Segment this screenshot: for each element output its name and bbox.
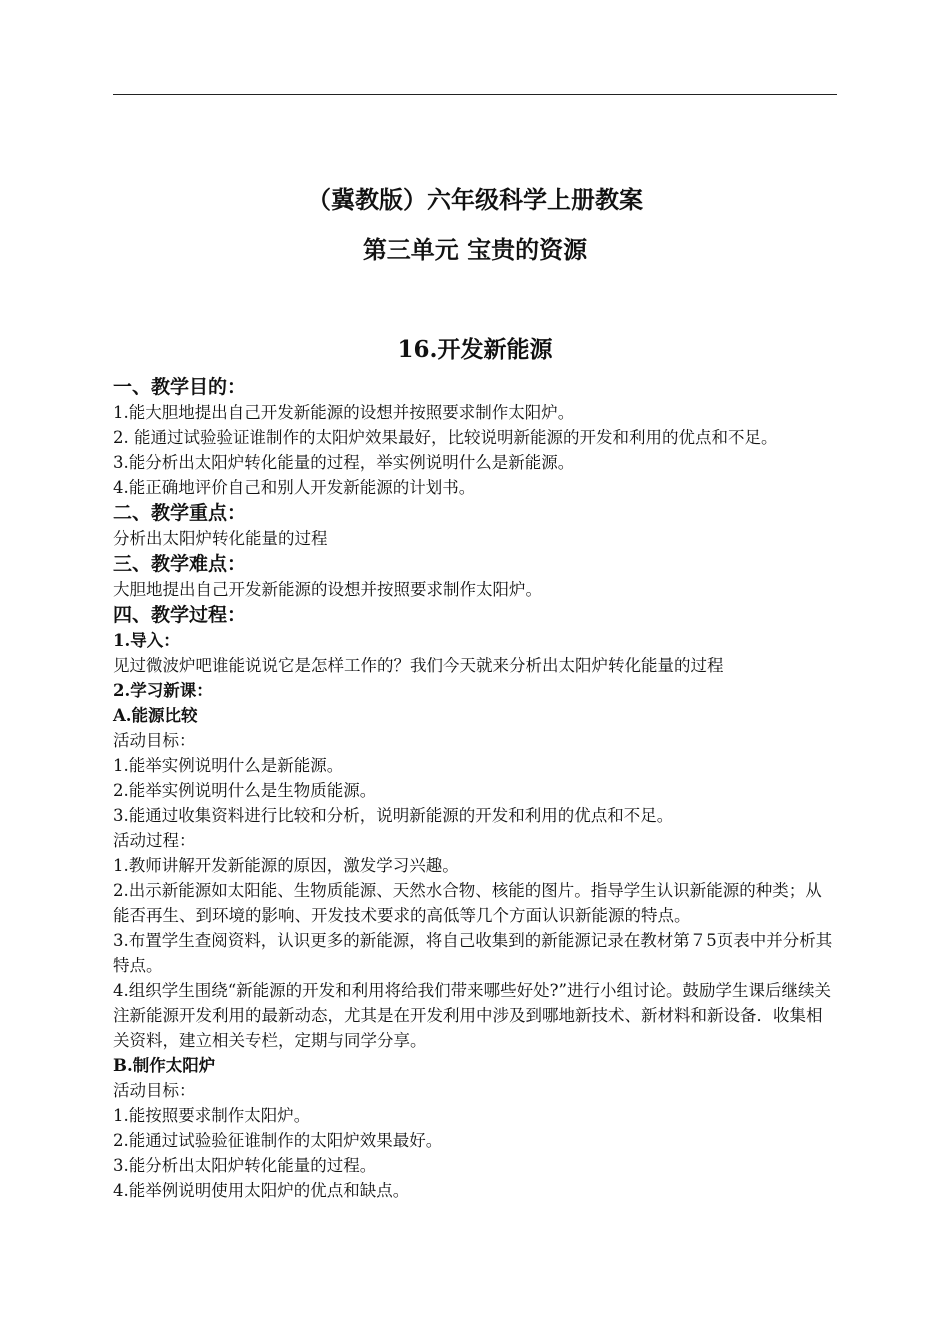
goal-item: 4.能正确地评价自己和别人开发新能源的计划书。 <box>113 478 476 497</box>
part-a-heading: A.能源比较 <box>113 706 198 725</box>
section-heading-process: 四、教学过程： <box>113 604 247 626</box>
part-a-step: 2.出示新能源如太阳能、生物质能源、天然水合物、核能的图片。指导学生认识新能源的种类；从能否再生、到环境的影响、开发技术要求的高低等几个方面认识新能源的特点。 <box>113 881 822 925</box>
lesson-title: 16.开发新能源 <box>397 336 553 363</box>
key-point-text: 分析出太阳炉转化能量的过程 <box>113 529 328 548</box>
part-b-goal-item: 2.能通过试验验征谁制作的太阳炉效果最好。 <box>113 1131 443 1150</box>
part-b-goal-item: 3.能分析出太阳炉转化能量的过程。 <box>113 1156 377 1175</box>
section-heading-goals: 一、教学目的： <box>113 376 247 398</box>
document-body <box>113 374 837 1203</box>
header-rule <box>113 94 837 95</box>
goal-item: 3.能分析出太阳炉转化能量的过程，举实例说明什么是新能源。 <box>113 453 575 472</box>
section-heading-key: 二、教学重点： <box>113 502 247 524</box>
goal-item: 1.能大胆地提出自己开发新能源的设想并按照要求制作太阳炉。 <box>113 403 575 422</box>
part-b-goal-label: 活动目标： <box>113 1081 196 1100</box>
document-page <box>113 180 837 1203</box>
part-a-goal-item: 3.能通过收集资料进行比较和分析，说明新能源的开发和利用的优点和不足。 <box>113 806 674 825</box>
section-heading-difficulty: 三、教学难点： <box>113 553 247 575</box>
part-a-step: 1.教师讲解开发新能源的原因，激发学习兴趣。 <box>113 856 459 875</box>
new-lesson-heading: 2.学习新课： <box>113 681 213 700</box>
unit-title: 第三单元 宝贵的资源 <box>362 235 588 264</box>
part-a-process-label: 活动过程： <box>113 831 196 850</box>
part-b-goal-item: 1.能按照要求制作太阳炉。 <box>113 1106 311 1125</box>
difficulty-text: 大胆地提出自己开发新能源的设想并按照要求制作太阳炉。 <box>113 580 542 599</box>
intro-heading: 1.导入： <box>113 631 180 650</box>
part-b-heading: B.制作太阳炉 <box>113 1056 216 1075</box>
goal-item: 2. 能通过试验验证谁制作的太阳炉效果最好，比较说明新能源的开发和利用的优点和不足。 <box>113 428 778 447</box>
part-a-step: 3.布置学生查阅资料，认识更多的新能源，将自己收集到的新能源记录在教材第７5页表中并分析其特点。 <box>113 931 833 975</box>
part-a-goal-label: 活动目标： <box>113 731 196 750</box>
part-a-goal-item: 1.能举实例说明什么是新能源。 <box>113 756 344 775</box>
intro-text: 见过微波炉吧谁能说说它是怎样工作的？我们今天就来分析出太阳炉转化能量的过程 <box>113 656 724 675</box>
part-a-step: 4.组织学生围绕“新能源的开发和利用将给我们带来哪些好处?”进行小组讨论。鼓励学生课后继续关注新能源开发利用的最新动态，尤其是在开发利用中涉及到哪地新技术、新材料和新设备．收集相关资料，建立相关专栏，定期与同学分享。 <box>113 981 831 1050</box>
part-a-goal-item: 2.能举实例说明什么是生物质能源。 <box>113 781 377 800</box>
part-b-goal-item: 4.能举例说明使用太阳炉的优点和缺点。 <box>113 1181 410 1200</box>
document-title: （冀教版）六年级科学上册教案 <box>307 185 643 214</box>
